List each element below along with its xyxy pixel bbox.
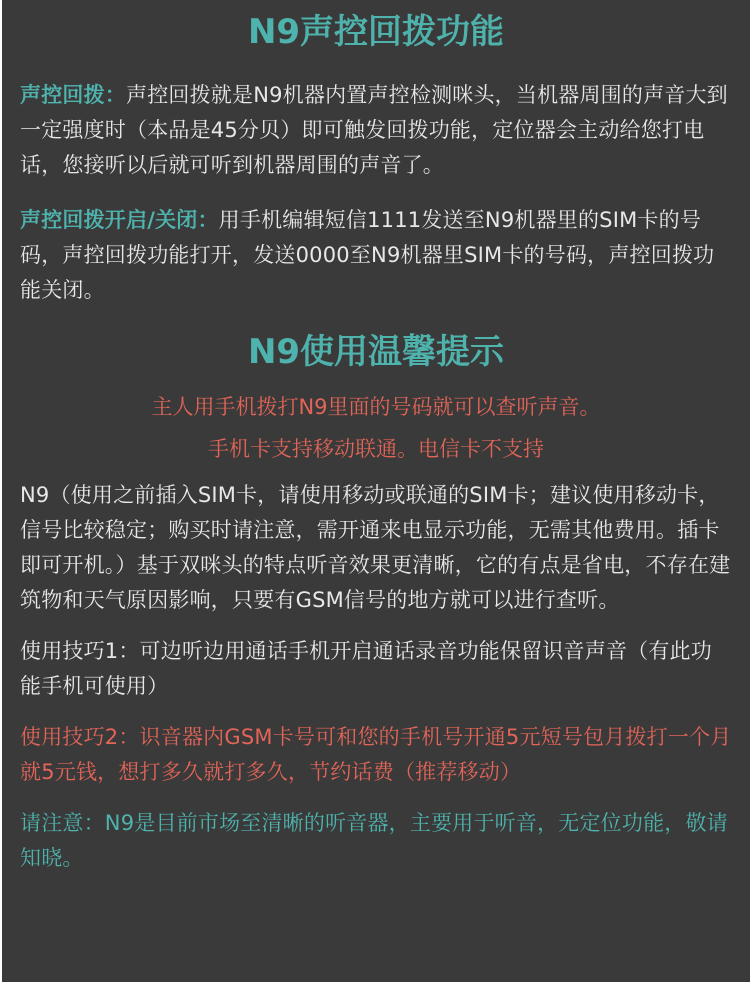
text-toggle: 用手机编辑短信1111发送至N9机器里的SIM卡的号码，声控回拨功能打开，发送0000至N9机器里SIM卡的号码，声控回拨功能关闭。 [20, 208, 715, 302]
title-tips: N9使用温馨提示 [247, 332, 505, 372]
paragraph-note: 请注意：N9是目前市场至清晰的听音器，主要用于听音，无定位功能，敬请知晓。 [20, 811, 728, 870]
paragraph-tip1: 使用技巧1：可边听边用通话手机开启通话录音功能保留识音声音（有此功能手机可使用） [20, 639, 712, 698]
title-voice-callback: N9声控回拨功能 [247, 12, 505, 52]
notice-carrier: 手机卡支持移动联通。电信卡不支持 [208, 437, 544, 461]
label-voice-callback: 声控回拨： [20, 83, 126, 107]
paragraph-voice-callback [20, 78, 732, 183]
label-toggle: 声控回拨开启/关闭： [20, 208, 219, 232]
notice-dial: 主人用手机拨打N9里面的号码就可以查听声音。 [151, 395, 601, 419]
paragraph-tip2: 使用技巧2：识音器内GSM卡号可和您的手机号开通5元短号包月拨打一个月就5元钱，想打多久就打多久，节约话费（推荐移动） [20, 725, 732, 784]
content-panel [2, 0, 750, 982]
paragraph-intro: N9（使用之前插入SIM卡，请使用移动或联通的SIM卡；建议使用移动卡，信号比较稳定；购买时请注意，需开通来电显示功能，无需其他费用。插卡即可开机。）基于双咪头的特点听音效果更清晰，它的有点是省电，不存在建筑物和天气原因影响，只要有GSM信号的地方就可以进行查听。 [20, 483, 731, 612]
paragraph-toggle [20, 203, 732, 308]
text-voice-callback: 声控回拨就是N9机器内置声控检测咪头，当机器周围的声音大到一定强度时（本品是45分贝）即可触发回拨功能，定位器会主动给您打电话，您接听以后就可听到机器周围的声音了。 [20, 83, 728, 177]
